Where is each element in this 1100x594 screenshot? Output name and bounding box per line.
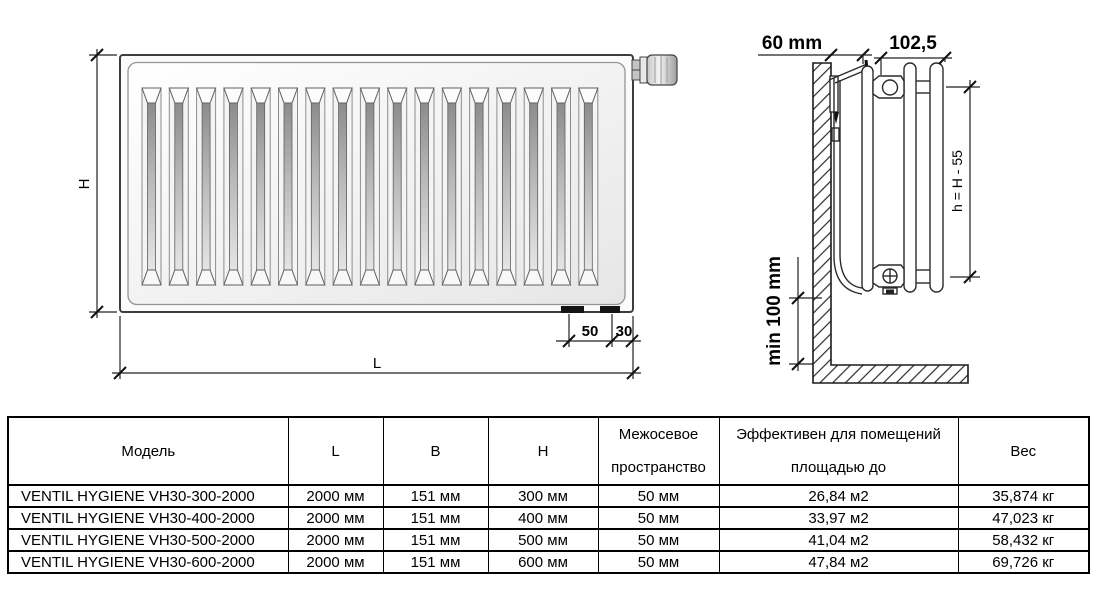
- panel-channel: [224, 88, 243, 285]
- value-cell: 50 мм: [598, 551, 719, 573]
- water-channel-front: [862, 66, 873, 291]
- col-header-weight: Вес: [958, 417, 1089, 485]
- panel-channel: [306, 88, 325, 285]
- spec-table: [7, 416, 1090, 574]
- col-header-area: Эффективен для помещений площадью до: [719, 417, 958, 485]
- panel-channel: [333, 88, 352, 285]
- model-cell: VENTIL HYGIENE VH30-300-2000: [8, 485, 288, 507]
- col-header-axial: Межосевое пространство: [598, 417, 719, 485]
- value-cell: 69,726 кг: [958, 551, 1089, 573]
- radiator-front-view: [120, 55, 677, 313]
- panel-channel: [197, 88, 216, 285]
- value-cell: 47,84 м2: [719, 551, 958, 573]
- panel-channel: [552, 88, 571, 285]
- col-header-h: H: [488, 417, 598, 485]
- panel-channel: [579, 88, 598, 285]
- table-row: [8, 551, 1089, 573]
- spec-table-body: [8, 485, 1089, 573]
- dim-h-label: H: [76, 178, 93, 190]
- panel-channel: [169, 88, 188, 285]
- dim-50-label: 50: [581, 323, 599, 340]
- col-header-model: Модель: [8, 417, 288, 485]
- model-cell: VENTIL HYGIENE VH30-400-2000: [8, 507, 288, 529]
- thermostatic-valve: [632, 55, 677, 85]
- value-cell: 600 мм: [488, 551, 598, 573]
- spec-table-wrap: [7, 416, 1090, 574]
- radiator-side-profile: [829, 60, 943, 294]
- valve-collar: [640, 57, 647, 83]
- dimension-h-minus-55: [946, 80, 980, 283]
- valve-nut: [632, 60, 640, 70]
- dim-60mm-label: 60 mm: [761, 33, 823, 54]
- panel-channel: [524, 88, 543, 285]
- value-cell: 50 мм: [598, 507, 719, 529]
- dim-h55-label: h = H - 55: [949, 150, 965, 212]
- top-hub-port: [883, 80, 898, 95]
- dimension-height-h: [76, 49, 117, 318]
- model-cell: VENTIL HYGIENE VH30-600-2000: [8, 551, 288, 573]
- panel-channel: [142, 88, 161, 285]
- value-cell: 50 мм: [598, 485, 719, 507]
- value-cell: 151 мм: [383, 529, 488, 551]
- value-cell: 400 мм: [488, 507, 598, 529]
- value-cell: 2000 мм: [288, 529, 383, 551]
- value-cell: 33,97 м2: [719, 507, 958, 529]
- panel-channel: [415, 88, 434, 285]
- value-cell: 2000 мм: [288, 551, 383, 573]
- value-cell: 26,84 м2: [719, 485, 958, 507]
- header-row: [8, 417, 1089, 485]
- panel-channel: [497, 88, 516, 285]
- value-cell: 500 мм: [488, 529, 598, 551]
- water-channel-middle: [904, 63, 916, 292]
- value-cell: 2000 мм: [288, 485, 383, 507]
- panel-channel: [360, 88, 379, 285]
- panel-channel: [279, 88, 298, 285]
- panel-channel: [251, 88, 270, 285]
- dimension-feet-50-30: [556, 314, 641, 347]
- table-row: [8, 485, 1089, 507]
- dim-min100-label: min 100 mm: [764, 256, 785, 366]
- dim-102-label: 102,5: [889, 33, 937, 54]
- value-cell: 41,04 м2: [719, 529, 958, 551]
- water-channel-back: [930, 63, 943, 292]
- value-cell: 151 мм: [383, 507, 488, 529]
- table-row: [8, 529, 1089, 551]
- valve-nut: [632, 70, 640, 80]
- value-cell: 2000 мм: [288, 507, 383, 529]
- value-cell: 47,023 кг: [958, 507, 1089, 529]
- panel-channel: [388, 88, 407, 285]
- col-header-l: L: [288, 417, 383, 485]
- dimension-wall-60mm: [758, 33, 872, 64]
- col-header-b: B: [383, 417, 488, 485]
- value-cell: 151 мм: [383, 485, 488, 507]
- table-row: [8, 507, 1089, 529]
- dimension-length-l: [112, 316, 641, 379]
- valve-head: [647, 55, 677, 85]
- dim-l-label: L: [372, 355, 382, 372]
- value-cell: 50 мм: [598, 529, 719, 551]
- value-cell: 151 мм: [383, 551, 488, 573]
- value-cell: 35,874 кг: [958, 485, 1089, 507]
- model-cell: VENTIL HYGIENE VH30-500-2000: [8, 529, 288, 551]
- value-cell: 300 мм: [488, 485, 598, 507]
- value-cell: 58,432 кг: [958, 529, 1089, 551]
- channel-row: [142, 88, 598, 285]
- panel-channel: [470, 88, 489, 285]
- panel-channel: [442, 88, 461, 285]
- radiator-side-view: [813, 60, 968, 383]
- dim-30-label: 30: [615, 323, 633, 340]
